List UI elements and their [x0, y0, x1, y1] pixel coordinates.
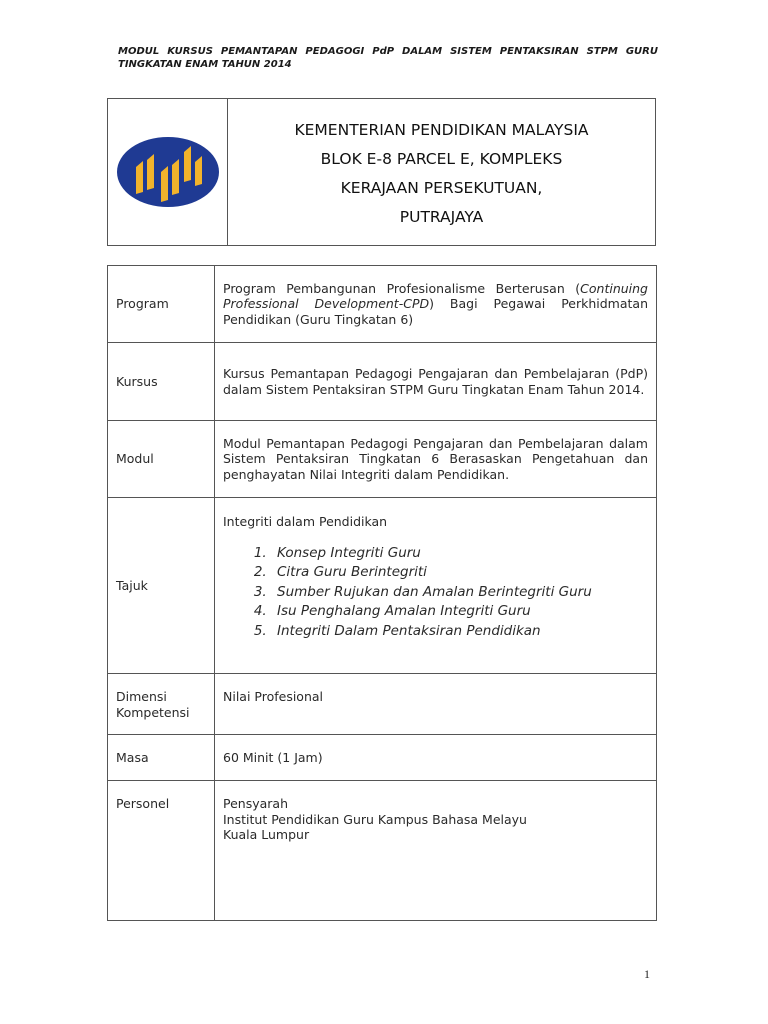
kursus-value: Kursus Pemantapan Pedagogi Pengajaran dan Pembelajaran (PdP) dalam Sistem Pentaksiran STPM Guru Tingkatan Enam Tahun 2014. — [215, 343, 657, 421]
dimensi-label-line-1: Dimensi — [116, 689, 167, 704]
topic-item: 2. Citra Guru Berintegriti — [271, 563, 648, 583]
topic-item: 4. Isu Penghalang Amalan Integriti Guru — [271, 602, 648, 622]
page-number: 1 — [644, 967, 650, 981]
program-label: Program — [108, 266, 215, 343]
dimensi-value: Nilai Profesional — [215, 674, 657, 735]
masa-label: Masa — [108, 735, 215, 781]
tajuk-heading: Integriti dalam Pendidikan — [223, 514, 388, 529]
row-tajuk — [108, 498, 657, 674]
personel-line-1: Pensyarah — [223, 796, 288, 811]
kursus-label: Kursus — [108, 343, 215, 421]
program-value — [215, 266, 657, 343]
tajuk-label: Tajuk — [108, 498, 215, 674]
masa-value: 60 Minit (1 Jam) — [215, 735, 657, 781]
ministry-address-city: PUTRAJAYA — [399, 208, 484, 226]
row-program — [108, 266, 657, 343]
tajuk-value — [215, 498, 657, 674]
modul-label: Modul — [108, 421, 215, 498]
personel-line-3: Kuala Lumpur — [223, 827, 310, 842]
dimensi-label — [108, 674, 215, 735]
topic-item: 5. Integriti Dalam Pentaksiran Pendidikan — [271, 622, 648, 642]
ministry-address-line-1: BLOK E-8 PARCEL E, KOMPLEKS — [320, 150, 563, 168]
topic-item: 3. Sumber Rujukan dan Amalan Berintegriti Guru — [271, 583, 648, 603]
dimensi-label-line-2: Kompetensi — [116, 704, 190, 720]
ministry-logo — [116, 136, 220, 208]
ministry-address — [228, 99, 655, 245]
program-text-italic: Continuing Professional Development-CPD — [223, 280, 648, 312]
ministry-header-box — [107, 98, 656, 246]
course-info-table — [107, 265, 657, 921]
row-personel — [108, 781, 657, 921]
row-dimensi — [108, 674, 657, 735]
topic-list — [223, 544, 648, 642]
personel-label: Personel — [108, 781, 215, 921]
program-text-end: ) Bagi Pegawai Perkhidmatan Pendidikan (Guru Tingkatan 6) — [223, 296, 648, 327]
row-kursus — [108, 343, 657, 421]
topic-item: 1. Konsep Integriti Guru — [271, 544, 648, 564]
modul-value: Modul Pemantapan Pedagogi Pengajaran dan Pembelajaran dalam Sistem Pentaksiran Tingkatan 6 Berasaskan Pengetahuan dan penghayatan Nilai Integriti dalam Pendidikan. — [215, 421, 657, 498]
logo-cell — [108, 99, 228, 245]
running-header: MODUL KURSUS PEMANTAPAN PEDAGOGI PdP DALAM SISTEM PENTAKSIRAN STPM GURU TINGKATAN ENAM TAHUN 2014 — [118, 46, 658, 70]
row-masa — [108, 735, 657, 781]
program-text: Program Pembangunan Profesionalisme Berterusan ( — [223, 280, 581, 296]
personel-value — [215, 781, 657, 921]
personel-line-2: Institut Pendidikan Guru Kampus Bahasa Melayu — [223, 811, 527, 827]
row-modul — [108, 421, 657, 498]
ministry-name: KEMENTERIAN PENDIDIKAN MALAYSIA — [294, 121, 589, 139]
ministry-address-line-2: KERAJAAN PERSEKUTUAN, — [340, 179, 543, 197]
